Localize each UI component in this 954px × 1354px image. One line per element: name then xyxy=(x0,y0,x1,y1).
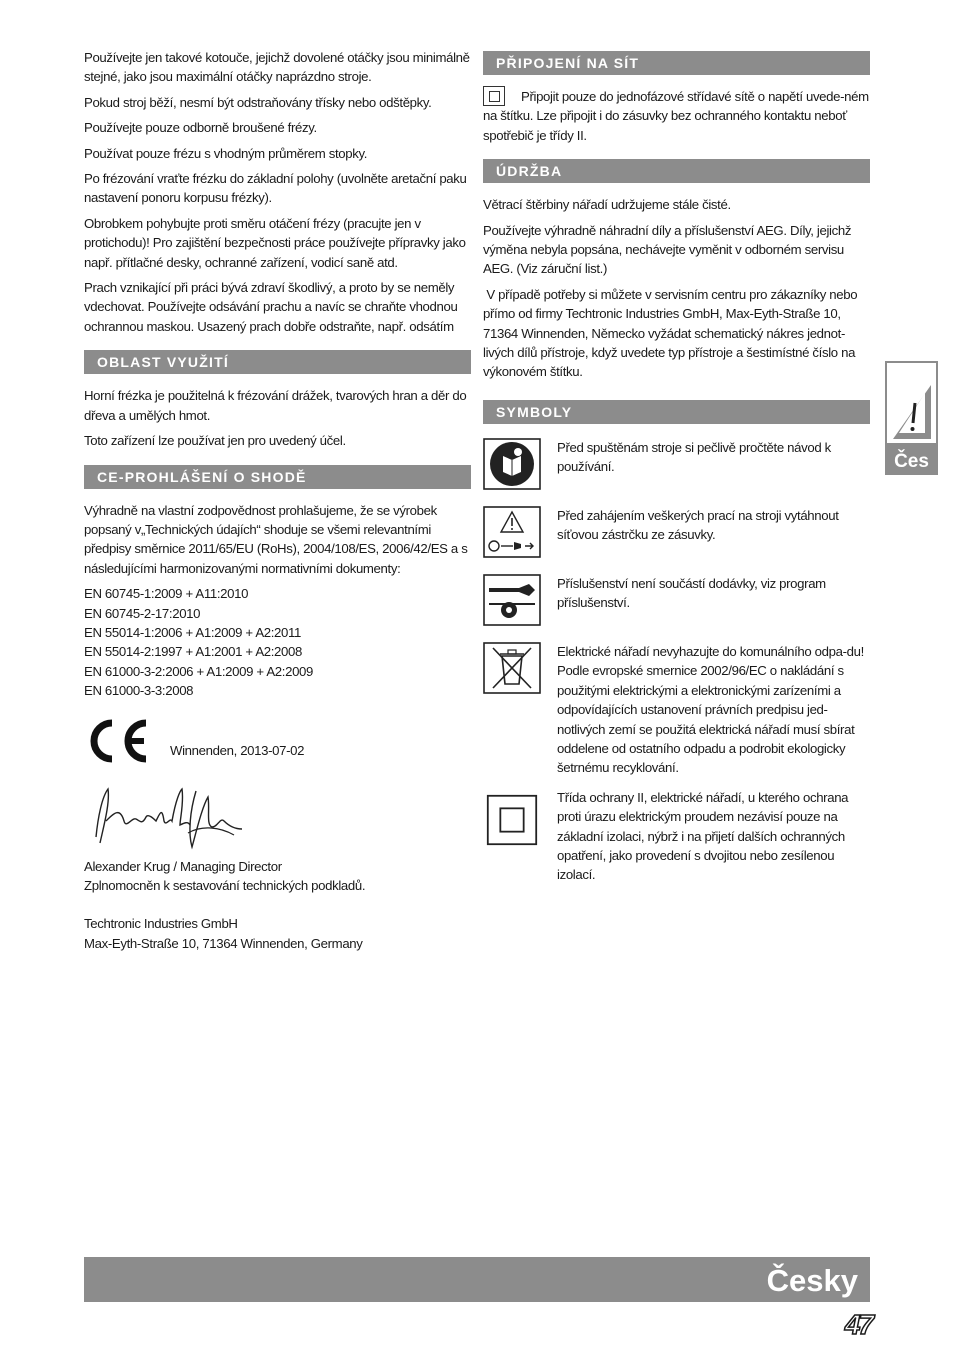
symbol-item xyxy=(483,642,870,778)
symbols-heading: SYMBOLY xyxy=(483,400,870,424)
protection-class-ii-icon xyxy=(483,86,505,106)
page-number: 47 xyxy=(844,1309,872,1340)
symbol-item xyxy=(483,788,870,885)
warning-triangle-icon xyxy=(887,363,936,443)
left-column xyxy=(84,48,471,953)
symbol-item xyxy=(483,438,870,496)
standards-list xyxy=(84,584,471,700)
paragraph: Prach vznikající při práci bývá zdraví škodlivý, a proto by se neměly vdechovat. Používejte odsávání prachu a navíc se chraňte vhodnou ochrannou maskou. Usazený prach dobře odstraňte, např. odsátím xyxy=(84,280,458,334)
unplug-warning-icon xyxy=(483,506,541,558)
side-tab-label: Čes xyxy=(894,451,929,472)
usage-heading: OBLAST VYUŽITÍ xyxy=(84,350,471,374)
paragraph: Používejte pouze odborně broušené frézy. xyxy=(84,120,317,136)
ce-declaration: Výhradně na vlastní zodpovědnost prohlašujeme, že se výrobek popsaný v„Technických údajích“ shoduje se všemi relevantními předpisy směrnice 2011/65/EU (RoHs), 2004/108/ES, 2006/42/ES a s následujícími harmonizovanými normativními dokumenty: xyxy=(84,502,468,576)
connection-heading: PŘIPOJENÍ NA SÍT xyxy=(483,51,870,75)
paragraph: Horní frézka je použitelná k frézování drážek, tvarových hran a děr do dřeva a umělých hmot. xyxy=(84,388,467,423)
ce-heading: CE-PROHLÁŠENÍ O SHODĚ xyxy=(84,465,471,489)
symbol-text: Příslušenství není součástí dodávky, viz program příslušenství. xyxy=(557,575,826,611)
signature xyxy=(84,777,471,853)
place-date: Winnenden, 2013-07-02 xyxy=(170,742,305,758)
list-item: EN 55014-2:1997 + A1:2001 + A2:2008 xyxy=(84,644,302,660)
paragraph: Toto zařízení lze používat jen pro uvedený účel. xyxy=(84,433,346,449)
paragraph: Obrobkem pohybujte proti směru otáčení frézy (pracujte jen v protichodu)! Pro zajištění bezpečnosti práce používejte přípravky jako např. přítlačné desky, ochranné zařízení, vodicí saně atd. xyxy=(84,215,466,270)
symbol-text: Elektrické nářadí nevyhazujte do komunálního odpa-du! Podle evropské smernice 2002/96/EC o nakládání s použitými elektrickými a elektronickými zarízeními a odpovídajících ustanovení právních predpisu jed-notlivých zemí se použitá elektrická nářadí musí sbírat oddelene od ostatního odpadu a podrobit ekologicky šetrnému recyklování. xyxy=(557,643,864,776)
connection-text: Připojit pouze do jednofázové střídavé sítě o napětí uvede-ném na štítku. Lze připojit i do zásuvky bez ochranného kontaktu neboť spotřebič je třídy II. xyxy=(483,89,869,143)
right-column xyxy=(483,48,870,895)
paragraph: Po frézování vraťte frézku do základní polohy (uvolněte aretační paku nastavení ponoru korpusu frézky). xyxy=(84,171,467,206)
paragraph: Používejte jen takové kotouče, jejichž dovolené otáčky jsou minimálně stejné, jako jsou maximální otáčky naprázdno stroje. xyxy=(84,50,470,85)
read-manual-icon xyxy=(483,438,541,490)
company-address: Max-Eyth-Straße 10, 71364 Winnenden, Germany xyxy=(84,935,363,951)
weee-bin-icon xyxy=(483,642,541,694)
symbol-text: Před spuštěnám stroje si pečlivě pročtěte návod k používání. xyxy=(557,439,831,475)
paragraph: V případě potřeby si můžete v servisním centru pro zákazníky nebo přímo od firmy Techtronic Industries GmbH, Max-Eyth-Straße 10, 71364 Winnenden, Německo vyžádat schematický nákres jednot-livých dílů přístroje, když uvedete typ přístroje a šestimístné číslo na výkonovém štítku. xyxy=(483,286,861,380)
intro-section xyxy=(84,48,471,336)
paragraph: Pokud stroj běží, nesmí být odstraňovány třísky nebo odštěpky. xyxy=(84,94,432,110)
language-side-tab xyxy=(885,361,938,475)
symbol-text: Třída ochrany II, elektrické nářadí, u kterého ochrana proti úrazu elektrickým proudem nezávisí pouze na základní izolaci, nýbrž i na přijetí dalších ochranných opatření, jako provedení s dvojitou nebo zesílenou izolací. xyxy=(557,789,849,883)
authorization: Zplnomocněn k sestavování technických podkladů. xyxy=(84,877,366,893)
symbol-item xyxy=(483,574,870,632)
list-item: EN 60745-1:2009 + A11:2010 xyxy=(84,586,249,602)
signer-block xyxy=(84,857,471,954)
signer-name: Alexander Krug / Managing Director xyxy=(84,858,282,874)
accessory-icon xyxy=(483,574,541,626)
list-item: EN 55014-1:2006 + A1:2009 + A2:2011 xyxy=(84,624,302,640)
protection-class-ii-icon xyxy=(483,794,541,846)
paragraph: Větrací štěrbiny nářadí udržujeme stále čisté. xyxy=(483,197,731,213)
company-name: Techtronic Industries GmbH xyxy=(84,916,238,932)
paragraph: Používejte výhradně náhradní díly a příslušenství AEG. Díly, jejichž výměna nebyla popsána, nechávejte vyměnit v odborném servisu AEG. (Viz záruční list.) xyxy=(483,222,852,277)
connection-row xyxy=(483,87,870,145)
list-item: EN 61000-3-2:2006 + A1:2009 + A2:2009 xyxy=(84,663,314,679)
maintenance-heading: ÚDRŽBA xyxy=(483,159,870,183)
ce-row xyxy=(84,717,471,767)
footer-language: Česky xyxy=(766,1263,858,1298)
ce-mark-icon xyxy=(86,717,150,765)
list-item: EN 61000-3-3:2008 xyxy=(84,683,194,699)
symbol-item xyxy=(483,506,870,564)
footer-language-bar xyxy=(84,1257,870,1302)
paragraph: Používat pouze frézu s vhodným průměrem stopky. xyxy=(84,145,368,161)
symbol-text: Před zahájením veškerých prací na stroji vytáhnout síťovou zástrčku ze zásuvky. xyxy=(557,507,839,543)
list-item: EN 60745-2-17:2010 xyxy=(84,605,201,621)
